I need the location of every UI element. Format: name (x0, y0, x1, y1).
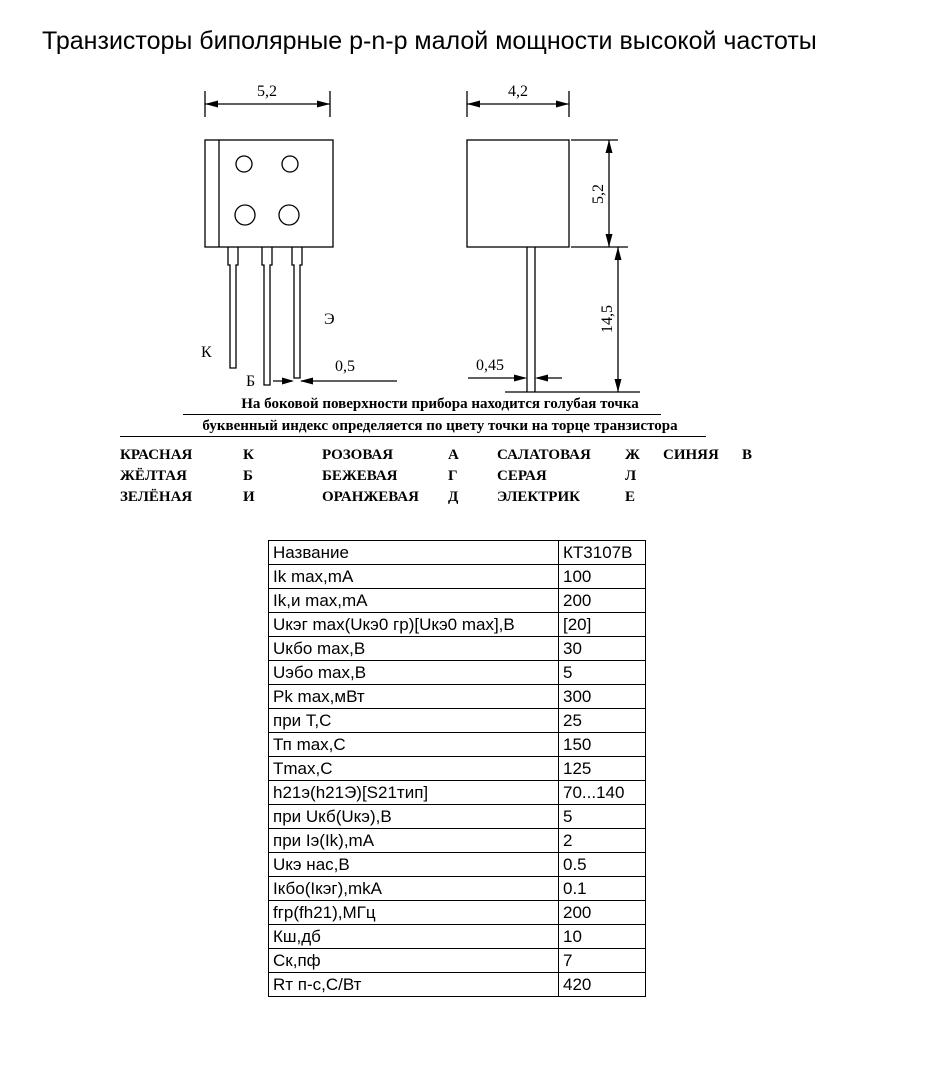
front-view (201, 83, 397, 390)
spec-param-cell: Uэбо max,В (269, 661, 559, 685)
spec-param-cell: Ik max,mA (269, 565, 559, 589)
spec-row (269, 949, 646, 973)
spec-value-cell: 100 (559, 565, 646, 589)
note-line-1: На боковой поверхности прибора находится голубая точка (241, 396, 639, 412)
color-letter (742, 468, 780, 489)
package-drawing (0, 0, 932, 440)
spec-param-cell: Название (269, 541, 559, 565)
spec-param-cell: Ск,пф (269, 949, 559, 973)
spec-value-cell: 2 (559, 829, 646, 853)
spec-value-cell: 420 (559, 973, 646, 997)
spec-row (269, 589, 646, 613)
color-name (663, 468, 742, 489)
side-view (467, 83, 640, 392)
spec-param-cell: fгр(fh21),МГц (269, 901, 559, 925)
spec-value-cell: КТ3107В (559, 541, 646, 565)
note-divider-1 (183, 414, 661, 415)
spec-row (269, 901, 646, 925)
lead-thickness-dimension (468, 357, 562, 382)
spec-value-cell: 0.1 (559, 877, 646, 901)
color-name (663, 489, 742, 510)
spec-param-cell: Ik,и max,mA (269, 589, 559, 613)
pin-width-dimension (273, 358, 397, 385)
color-letter: Д (448, 489, 459, 505)
spec-param-cell: Кш,дб (269, 925, 559, 949)
spec-value-cell: 150 (559, 733, 646, 757)
color-code-table (120, 447, 780, 510)
color-letter: А (448, 447, 459, 463)
side-lead (505, 247, 640, 392)
color-letter: В (742, 447, 753, 463)
collector-pin-label: К (201, 344, 212, 361)
page-title: Транзисторы биполярные p-n-p малой мощности высокой частоты (42, 27, 817, 55)
note-line-2: буквенный индекс определяется по цвету точки на торце транзистора (202, 418, 678, 434)
spec-row (269, 613, 646, 637)
color-letter: Г (448, 468, 458, 484)
spec-param-cell: при Т,С (269, 709, 559, 733)
spec-value-cell: 5 (559, 805, 646, 829)
side-height-dim-label: 5,2 (590, 184, 607, 204)
color-letter: Л (625, 468, 637, 484)
side-height-dimension (571, 140, 628, 247)
color-name: ЗЕЛЁНАЯ (120, 489, 193, 505)
color-letter (742, 489, 780, 510)
spec-value-cell: 300 (559, 685, 646, 709)
emitter-pin-label: Э (324, 311, 335, 328)
color-name: КРАСНАЯ (120, 447, 193, 463)
spec-row (269, 733, 646, 757)
side-depth-dim-label: 4,2 (508, 83, 528, 100)
color-name: САЛАТОВАЯ (497, 447, 591, 463)
spec-row (269, 661, 646, 685)
spec-value-cell: 200 (559, 901, 646, 925)
spec-row (269, 877, 646, 901)
spec-row (269, 829, 646, 853)
lead-thickness-dim-label: 0,45 (476, 357, 504, 374)
spec-param-cell: Uкбо max,В (269, 637, 559, 661)
front-width-dim-label: 5,2 (257, 83, 277, 100)
front-body (205, 140, 333, 247)
lead-length-dimension (599, 247, 622, 392)
color-letter: К (243, 447, 254, 463)
spec-row (269, 853, 646, 877)
spec-row (269, 637, 646, 661)
side-depth-dimension (467, 83, 569, 117)
spec-value-cell: 7 (559, 949, 646, 973)
spec-row (269, 757, 646, 781)
color-letter: Б (243, 468, 253, 484)
spec-table (268, 540, 646, 997)
spec-table-body (269, 541, 646, 997)
color-letter: Е (625, 489, 636, 505)
spec-param-cell: Iкбо(Iкэг),mkA (269, 877, 559, 901)
spec-row (269, 805, 646, 829)
spec-param-cell: Pk max,мВт (269, 685, 559, 709)
spec-row (269, 685, 646, 709)
spec-param-cell: Uкэг max(Uкэ0 гр)[Uкэ0 max],В (269, 613, 559, 637)
spec-value-cell: 5 (559, 661, 646, 685)
spec-row (269, 565, 646, 589)
spec-param-cell: Tmax,С (269, 757, 559, 781)
spec-value-cell: 0.5 (559, 853, 646, 877)
spec-value-cell: 10 (559, 925, 646, 949)
spec-param-cell: Rт п-с,С/Вт (269, 973, 559, 997)
spec-row (269, 973, 646, 997)
spec-value-cell: [20] (559, 613, 646, 637)
color-letter: Ж (625, 447, 640, 463)
color-name: РОЗОВАЯ (322, 447, 394, 463)
color-name: ЖЁЛТАЯ (120, 468, 187, 484)
spec-row (269, 541, 646, 565)
spec-param-cell: при Uкб(Uкэ),В (269, 805, 559, 829)
color-name: СЕРАЯ (497, 468, 547, 484)
spec-value-cell: 125 (559, 757, 646, 781)
spec-row (269, 781, 646, 805)
spec-param-cell: Тп max,С (269, 733, 559, 757)
spec-value-cell: 200 (559, 589, 646, 613)
pin-width-dim-label: 0,5 (335, 358, 355, 375)
spec-row (269, 925, 646, 949)
color-name: СИНЯЯ (663, 447, 719, 463)
lead-length-dim-label: 14,5 (599, 305, 616, 333)
color-name: ОРАНЖЕВАЯ (322, 489, 419, 505)
color-letter: И (243, 489, 255, 505)
front-leads (228, 247, 302, 385)
spec-value-cell: 70...140 (559, 781, 646, 805)
front-width-dimension (205, 83, 330, 117)
spec-row (269, 709, 646, 733)
spec-param-cell: h21э(h21Э)[S21тип] (269, 781, 559, 805)
spec-value-cell: 25 (559, 709, 646, 733)
spec-param-cell: Uкэ нас,В (269, 853, 559, 877)
base-pin-label: Б (246, 373, 256, 390)
side-body (467, 140, 569, 247)
spec-param-cell: при Iэ(Ik),mA (269, 829, 559, 853)
spec-value-cell: 30 (559, 637, 646, 661)
color-name: БЕЖЕВАЯ (322, 468, 398, 484)
color-name: ЭЛЕКТРИК (497, 489, 580, 505)
note-divider-2 (120, 436, 706, 437)
